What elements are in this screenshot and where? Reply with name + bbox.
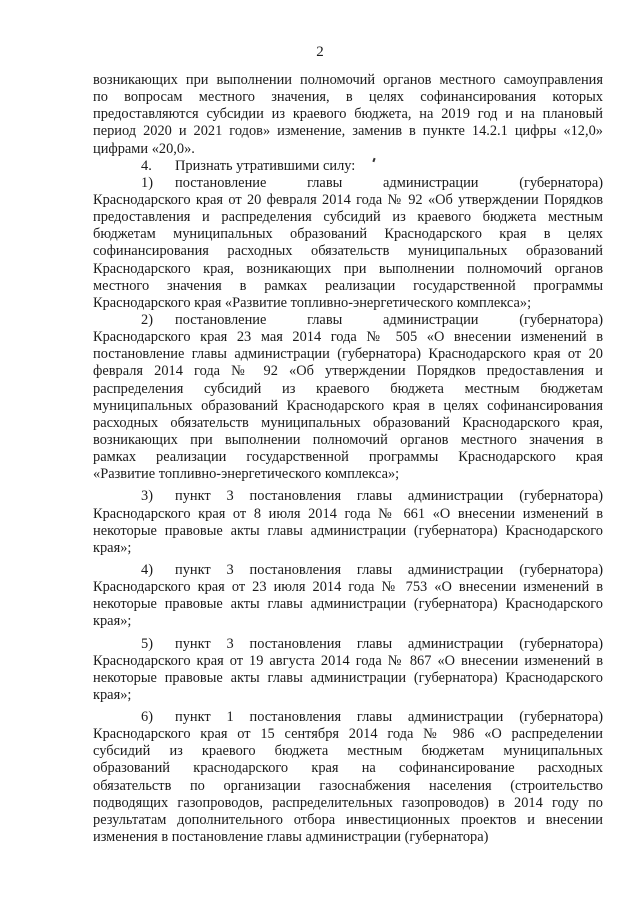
text-line: рамках реализации государственной программы Краснодарского края — [93, 449, 603, 466]
text-line: изменения в постановление главы администрации (губернатора) — [93, 829, 489, 846]
paragraph — [93, 483, 603, 557]
text-line: Краснодарского края 23 мая 2014 года № 505 «О внесении изменений в — [93, 329, 603, 346]
text-line: края»; — [93, 613, 132, 630]
item-number: 4. — [141, 157, 152, 174]
text-line: муниципальных образований Краснодарского края в целях софинансирования — [93, 397, 603, 414]
text-line: субсидий из краевого бюджета местным бюджетам муниципальных — [93, 743, 603, 760]
text-line — [93, 158, 603, 175]
text-line — [93, 488, 603, 505]
paragraph — [93, 72, 603, 158]
paragraph — [93, 704, 603, 846]
item-number: 4) — [141, 561, 153, 578]
item-first-line: Признать утратившими силу: — [175, 157, 356, 174]
text-line: Краснодарского края от 23 июля 2014 года № 753 «О внесении изменений в — [93, 579, 603, 596]
text-line: «Развитие топливно-энергетического комплекса»; — [93, 466, 400, 483]
paragraph — [93, 312, 603, 483]
text-line — [93, 709, 603, 726]
item-first-line: постановление главы администрации (губернатора) — [175, 174, 603, 191]
text-line: подводящих газопроводов, распределительных газопроводов) в 2014 году по — [93, 794, 603, 811]
text-line: расходных обязательств муниципальных образований Краснодарского края, — [93, 414, 603, 431]
item-number: 2) — [141, 311, 153, 328]
item-number: 1) — [141, 174, 153, 191]
item-first-line: постановление главы администрации (губернатора) — [175, 311, 603, 328]
paragraph — [93, 631, 603, 705]
text-line: некоторые правовые акты главы администрации (губернатора) Краснодарского — [93, 596, 603, 613]
text-line: Краснодарского края от 15 сентября 2014 года № 986 «О распределении — [93, 726, 603, 743]
text-line: края»; — [93, 539, 132, 556]
text-line: распределения субсидий из краевого бюджета местным бюджетам — [93, 380, 603, 397]
text-line — [93, 562, 603, 579]
paragraph — [93, 158, 603, 175]
text-line: Краснодарского края «Развитие топливно-энергетического комплекса»; — [93, 294, 532, 311]
text-line: предоставления и распределения субсидий из краевого бюджета местным — [93, 209, 603, 226]
item-number: 5) — [141, 635, 153, 652]
text-line: местного значения в рамках реализации государственной программы — [93, 277, 603, 294]
text-line: некоторые правовые акты главы администрации (губернатора) Краснодарского — [93, 669, 603, 686]
text-line — [93, 175, 603, 192]
text-line: предоставляются субсидии из краевого бюджета, на 2019 год и на плановый — [93, 106, 603, 123]
paragraph — [93, 175, 603, 312]
item-first-line: пункт 1 постановления главы администрации (губернатора) — [175, 709, 603, 726]
paragraph — [93, 557, 603, 631]
text-line — [93, 636, 603, 653]
page-number: 2 — [316, 44, 324, 60]
text-line: Краснодарского края от 19 августа 2014 года № 867 «О внесении изменений в — [93, 652, 603, 669]
document-body — [93, 72, 603, 846]
text-line: февраля 2014 года № 92 «Об утверждении Порядков предоставления и — [93, 363, 603, 380]
text-line — [93, 312, 603, 329]
text-line: по вопросам местного значения, в целях софинансирования которых — [93, 89, 603, 106]
text-line: Краснодарского края, возникающих при выполнении полномочий органов — [93, 260, 603, 277]
text-line: возникающих при выполнении полномочий органов местного самоуправления — [93, 72, 603, 88]
text-line: софинансирования расходных обязательств муниципальных образований — [93, 243, 603, 260]
text-line: период 2020 и 2021 годов» изменение, заменив в пункте 14.2.1 цифры «12,0» — [93, 123, 603, 140]
text-line: возникающих при выполнении полномочий органов местного значения в — [93, 431, 603, 448]
item-number: 6) — [141, 709, 153, 726]
text-line: края»; — [93, 686, 132, 703]
item-first-line: пункт 3 постановления главы администрации (губернатора) — [175, 561, 603, 578]
item-first-line: пункт 3 постановления главы администрации (губернатора) — [175, 635, 603, 652]
text-line: Краснодарского края от 20 февраля 2014 года № 92 «Об утверждении Порядков — [93, 191, 603, 208]
text-line: бюджетам муниципальных образований Краснодарского края в целях — [93, 226, 603, 243]
text-line: некоторые правовые акты главы администрации (губернатора) Краснодарского — [93, 522, 603, 539]
text-line: обязательств по организации газоснабжения населения (строительство — [93, 777, 603, 794]
text-line: результатам дополнительного отбора инвестиционных проектов и внесении — [93, 811, 603, 828]
text-line: цифрами «20,0». — [93, 140, 195, 157]
item-number: 3) — [141, 488, 153, 505]
text-line: образований краснодарского края на софинансирование расходных — [93, 760, 603, 777]
text-line: постановление главы администрации (губернатора) Краснодарского края от 20 — [93, 346, 603, 363]
text-line: Краснодарского края от 8 июля 2014 года № 661 «О внесении изменений в — [93, 505, 603, 522]
item-first-line: пункт 3 постановления главы администрации (губернатора) — [175, 488, 603, 505]
